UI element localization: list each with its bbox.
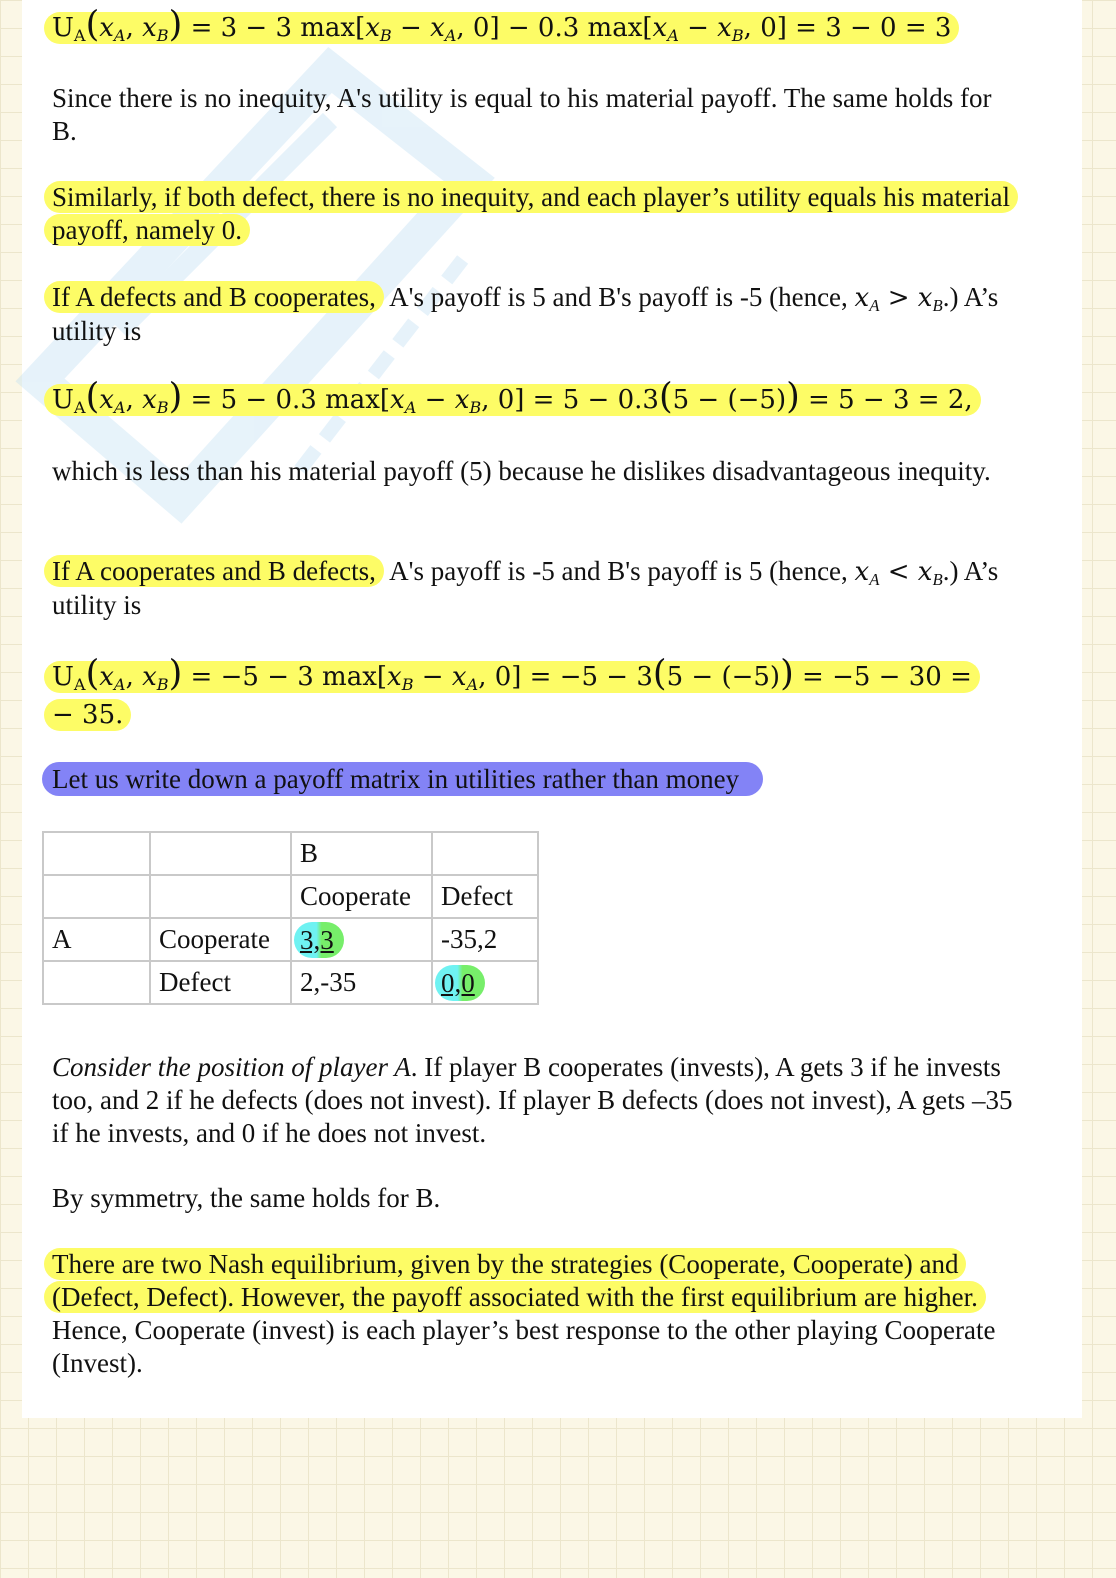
table-cell <box>432 832 538 875</box>
table-cell <box>43 875 150 918</box>
paragraph-consider-player-a: Consider the position of player A. If player B cooperates (invests), A gets 3 if he invests too, and 2 if he defects (does not invest). If player B defects (does not invest), A gets –35 if he invests, and 0 if he does not invest. <box>52 1052 1013 1148</box>
paragraph-matrix-intro: Let us write down a payoff matrix in utilities rather than money <box>52 763 1042 796</box>
equation-utility-cooperate <box>52 4 1042 45</box>
table-row <box>43 918 538 961</box>
matrix-col-defect: Defect <box>432 875 538 918</box>
matrix-player-a-label: A <box>43 918 150 961</box>
matrix-cell-dd <box>432 961 538 1004</box>
table-row <box>43 832 538 875</box>
matrix-col-cooperate: Cooperate <box>291 875 432 918</box>
paragraph-both-defect: Similarly, if both defect, there is no inequity, and each player’s utility equals his material payoff, namely 0. <box>52 181 1017 247</box>
payoff-matrix-table <box>42 831 539 1005</box>
equation-1-highlight: $U_A(x_A$, $x_B) = 3 - 3$ $\max[x_B - x_A$, 0] − 0.3 $\max[x_A - x_B$, 0] = 3 − 0 = 3 <box>44 12 959 44</box>
paragraph-a-defects: If A defects and B cooperates, A's payoff is 5 and B's payoff is -5 (hence, $x_A > x_B$.) A’s utility is <box>52 281 1017 348</box>
equation-utility-a-defects <box>52 376 1042 417</box>
equilibrium-marker: 0,0 <box>435 965 485 1001</box>
paragraph-a-cooperates: If A cooperates and B defects, A's payoff is -5 and B's payoff is 5 (hence, $x_A < x_B$.) A’s utility is <box>52 555 1017 622</box>
paragraph-no-inequity: Since there is no inequity, A's utility is equal to his material payoff. The same holds for B. <box>52 83 992 146</box>
paragraph-less-than-payoff: which is less than his material payoff (5) because he dislikes disadvantageous inequity. <box>52 456 991 486</box>
table-cell <box>150 875 291 918</box>
table-cell <box>43 961 150 1004</box>
equation-utility-a-cooperates: $U_A(x_A$, $x_B) = -5 - 3$ $\max[x_B - x_A$, 0] = −5 − 3(5 − (−5)) = −5 − 30 = − 35. <box>52 658 1042 734</box>
matrix-row-cooperate: Cooperate <box>150 918 291 961</box>
matrix-cell-dc: 2,-35 <box>291 961 432 1004</box>
paragraph-nash-equilibrium: There are two Nash equilibrium, given by the strategies (Cooperate, Cooperate) and (Defect, Defect). However, the payoff associated with the first equilibrium are higher. Hence, Cooperate (invest) is each player’s best response to the other playing Cooperate (Invest). <box>52 1248 1027 1380</box>
equation-2-highlight: $U_A(x_A$, $x_B) = 5 - 0.3$ $\max[x_A - x_B$, 0] = 5 − 0.3(5 − (−5)) = 5 − 3 = 2, <box>44 384 981 416</box>
matrix-cell-cd: -35,2 <box>432 918 538 961</box>
equation-3-highlight: $U_A(x_A$, $x_B) = -5 - 3$ $\max[x_B - x_A$, 0] = −5 − 3(5 − (−5)) = −5 − 30 = <box>44 661 980 693</box>
table-cell <box>150 832 291 875</box>
matrix-player-b-label: B <box>291 832 432 875</box>
table-row <box>43 875 538 918</box>
table-row <box>43 961 538 1004</box>
equilibrium-marker: 3,3 <box>294 922 344 958</box>
paragraph-symmetry: By symmetry, the same holds for B. <box>52 1183 441 1213</box>
matrix-row-defect: Defect <box>150 961 291 1004</box>
table-cell <box>43 832 150 875</box>
matrix-cell-cc <box>291 918 432 961</box>
